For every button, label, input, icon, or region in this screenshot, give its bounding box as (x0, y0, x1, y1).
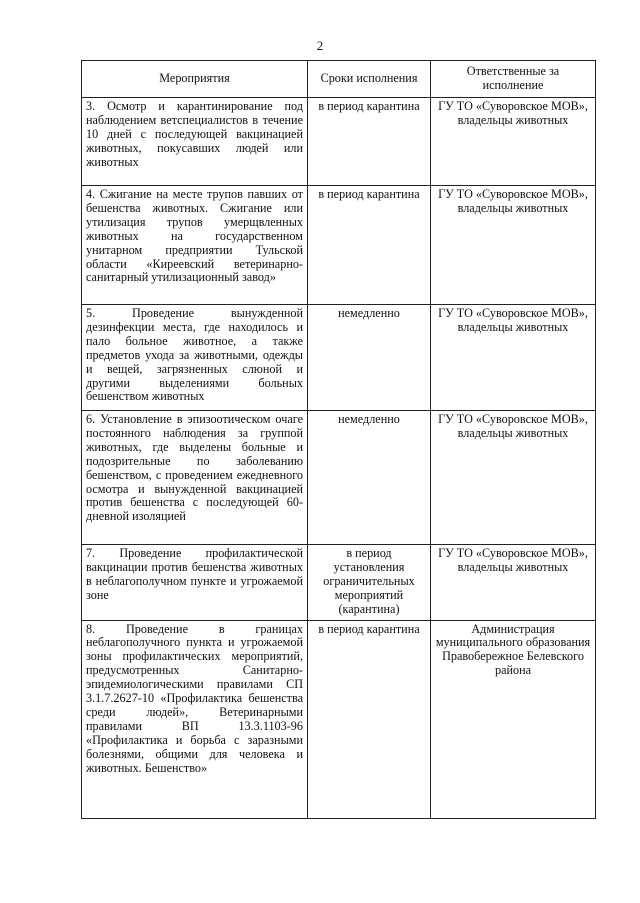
table-row (82, 620, 596, 818)
responsible-cell: ГУ ТО «Суворовское МОВ», владельцы животных (431, 545, 596, 621)
responsible-cell: ГУ ТО «Суворовское МОВ», владельцы животных (431, 305, 596, 411)
header-deadlines: Сроки исполнения (308, 61, 431, 98)
deadline-cell: в период карантина (308, 98, 431, 186)
deadline-cell: в период установления ограничительных мероприятий (карантина) (308, 545, 431, 621)
responsible-cell: ГУ ТО «Суворовское МОВ», владельцы животных (431, 411, 596, 545)
activity-cell: 7. Проведение профилактической вакцинации против бешенства животных в неблагополучном пункте и угрожаемой зоне (82, 545, 308, 621)
responsible-cell: Администрация муниципального образования Правобережное Белевского района (431, 620, 596, 818)
table-row (82, 305, 596, 411)
deadline-cell: в период карантина (308, 620, 431, 818)
measures-table (81, 60, 596, 819)
table-row (82, 545, 596, 621)
table-row (82, 186, 596, 305)
table-header-row (82, 61, 596, 98)
table-row (82, 411, 596, 545)
responsible-cell: ГУ ТО «Суворовское МОВ», владельцы животных (431, 98, 596, 186)
header-responsible: Ответственные за исполнение (431, 61, 596, 98)
page-number: 2 (316, 38, 324, 53)
header-activities: Мероприятия (82, 61, 308, 98)
activity-cell: 3. Осмотр и карантинирование под наблюдением ветспециалистов в течение 10 дней с последующей вакцинацией животных, покусавших людей или животных (82, 98, 308, 186)
deadline-cell: немедленно (308, 411, 431, 545)
activity-cell: 6. Установление в эпизоотическом очаге постоянного наблюдения за группой животных, где выделены больные и подозрительные по заболеванию бешенством, с проведением ежедневного осмотра и вынужденной вакцинацией против бешенства с последующей 60-дневной изоляцией (82, 411, 308, 545)
table-row (82, 98, 596, 186)
activity-cell: 4. Сжигание на месте трупов павших от бешенства животных. Сжигание или утилизация трупов умерщвленных животных на государственном унитарном предприятии Тульской области «Киреевский ветеринарно-санитарный утилизационный завод» (82, 186, 308, 305)
activity-cell: 8. Проведение в границах неблагополучного пункта и угрожаемой зоны профилактических мероприятий, предусмотренных Санитарно-эпидемиологическими правилами СП 3.1.7.2627-10 «Профилактика бешенства среди людей», Ветеринарными правилами ВП 13.3.1103-96 «Профилактика и борьба с заразными болезнями, общими для человека и животных. Бешенство» (82, 620, 308, 818)
activity-cell: 5. Проведение вынужденной дезинфекции места, где находилось и пало больное животное, а также предметов ухода за животными, одежды и вещей, загрязненных слюной и другими выделениями больных бешенством животных (82, 305, 308, 411)
deadline-cell: в период карантина (308, 186, 431, 305)
deadline-cell: немедленно (308, 305, 431, 411)
responsible-cell: ГУ ТО «Суворовское МОВ», владельцы животных (431, 186, 596, 305)
